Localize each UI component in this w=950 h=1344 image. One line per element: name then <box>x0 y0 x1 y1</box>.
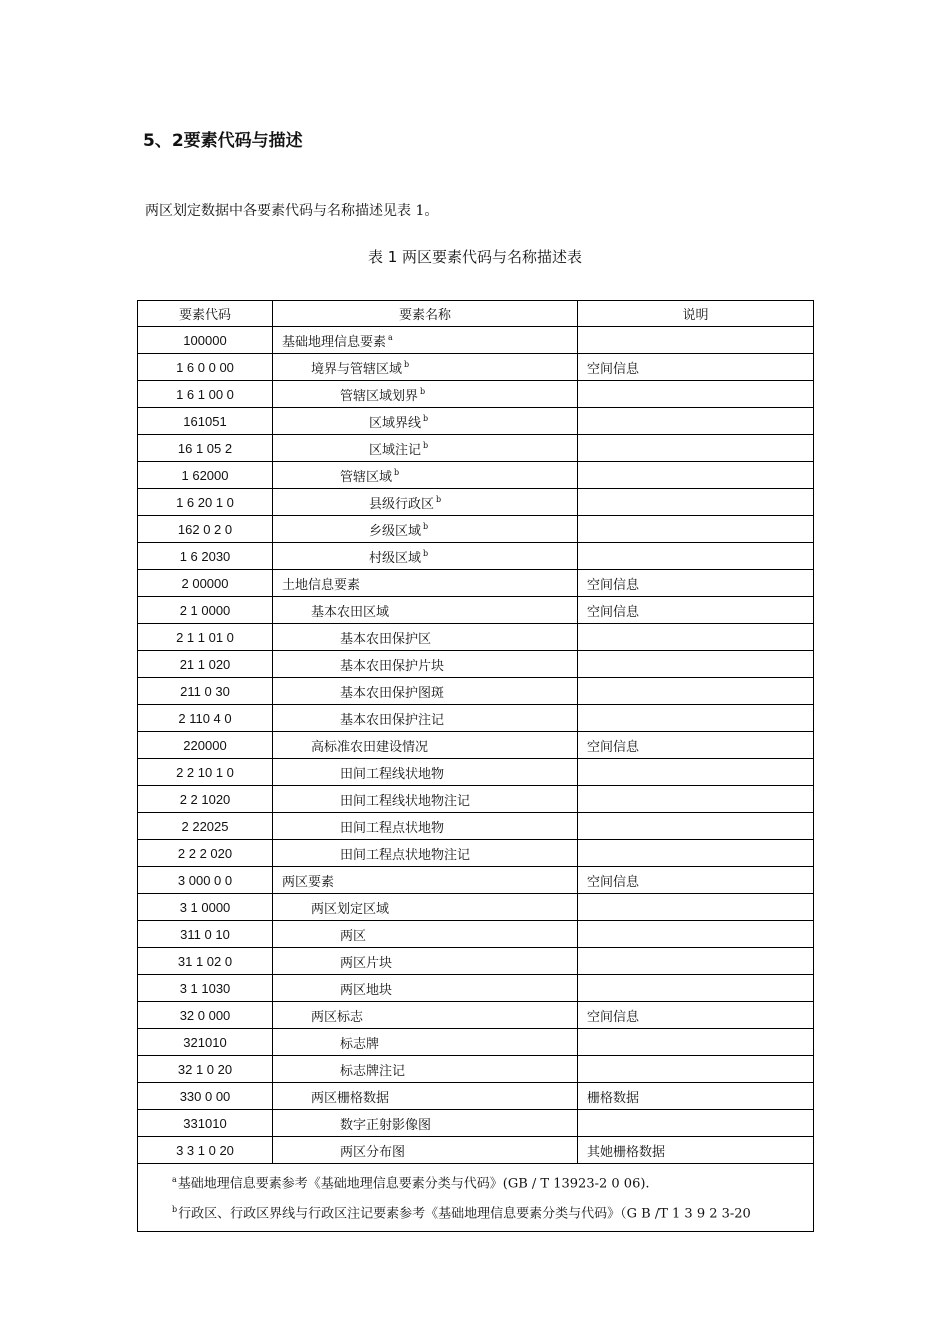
element-name-cell <box>273 1029 578 1056</box>
table-row <box>138 354 814 381</box>
description-cell: 空间信息 <box>578 867 814 894</box>
table-row <box>138 732 814 759</box>
element-name: 田间工程线状地物注记 <box>340 793 471 809</box>
element-name: 基础地理信息要素 <box>282 334 387 350</box>
element-name: 两区栅格数据 <box>311 1090 390 1106</box>
table-row <box>138 543 814 570</box>
table-row <box>138 516 814 543</box>
element-name-cell <box>273 624 578 651</box>
description-cell <box>578 678 814 705</box>
description-cell: 空间信息 <box>578 570 814 597</box>
footnote-reference: b <box>423 522 429 532</box>
description-cell <box>578 1029 814 1056</box>
element-code-cell: 1 6 1 00 0 <box>138 381 273 408</box>
element-name: 管辖区域划界 <box>340 388 419 404</box>
element-name: 两区地块 <box>340 982 393 998</box>
header-code: 要素代码 <box>138 301 273 327</box>
table-row <box>138 651 814 678</box>
element-code-cell: 311 0 10 <box>138 921 273 948</box>
description-cell <box>578 408 814 435</box>
element-name: 两区要素 <box>282 874 335 890</box>
description-cell: 空间信息 <box>578 1002 814 1029</box>
table-row <box>138 597 814 624</box>
element-name-cell <box>273 354 578 381</box>
footnote-row <box>138 1164 814 1232</box>
description-cell <box>578 786 814 813</box>
element-name-cell <box>273 1137 578 1164</box>
footnote-mark: a <box>172 1175 177 1184</box>
table-row <box>138 759 814 786</box>
element-name: 两区片块 <box>340 955 393 971</box>
table-header-row <box>138 301 814 327</box>
table-row <box>138 678 814 705</box>
table-row <box>138 975 814 1002</box>
element-name-cell <box>273 1110 578 1137</box>
description-cell <box>578 651 814 678</box>
element-name: 区域注记 <box>369 442 422 458</box>
element-name-cell <box>273 786 578 813</box>
table-caption: 表 1 两区要素代码与名称描述表 <box>367 248 583 266</box>
description-cell <box>578 1056 814 1083</box>
footnote-reference: b <box>394 468 400 478</box>
element-code-cell: 1 62000 <box>138 462 273 489</box>
footnote-text: 行政区、行政区界线与行政区注记要素参考《基础地理信息要素分类与代码》（G B /T 1 3 9 2 3-20 <box>178 1206 751 1222</box>
table-row <box>138 1002 814 1029</box>
element-code-cell: 1 6 2030 <box>138 543 273 570</box>
description-cell <box>578 516 814 543</box>
element-code-cell: 31 1 02 0 <box>138 948 273 975</box>
element-code-cell: 1 6 0 0 00 <box>138 354 273 381</box>
footnote-reference: b <box>423 549 429 559</box>
element-name-cell <box>273 678 578 705</box>
table-row <box>138 408 814 435</box>
description-cell <box>578 489 814 516</box>
element-name-cell <box>273 1083 578 1110</box>
element-code-cell: 161051 <box>138 408 273 435</box>
element-name: 标志牌注记 <box>340 1063 406 1079</box>
header-note: 说明 <box>578 301 814 327</box>
element-name-cell <box>273 516 578 543</box>
element-name-cell <box>273 435 578 462</box>
table-row <box>138 570 814 597</box>
table-row <box>138 381 814 408</box>
element-name-cell <box>273 759 578 786</box>
table-row <box>138 921 814 948</box>
description-cell <box>578 759 814 786</box>
table-row <box>138 1083 814 1110</box>
table-row <box>138 1056 814 1083</box>
element-code-cell: 2 2 1020 <box>138 786 273 813</box>
footnote-reference: b <box>423 414 429 424</box>
element-name-cell <box>273 732 578 759</box>
description-cell <box>578 894 814 921</box>
element-name-cell <box>273 1056 578 1083</box>
element-name-cell <box>273 894 578 921</box>
footnote-a <box>172 1167 813 1197</box>
footnote-text: 基础地理信息要素参考《基础地理信息要素分类与代码》(GB / T 13923-2 0 06). <box>177 1176 650 1192</box>
table-row <box>138 705 814 732</box>
element-name-cell <box>273 840 578 867</box>
element-code-cell: 21 1 020 <box>138 651 273 678</box>
header-name: 要素名称 <box>273 301 578 327</box>
element-code-cell: 331010 <box>138 1110 273 1137</box>
element-code-cell: 32 0 000 <box>138 1002 273 1029</box>
element-name-cell <box>273 597 578 624</box>
description-cell <box>578 462 814 489</box>
element-name-cell <box>273 327 578 354</box>
element-name: 田间工程线状地物 <box>340 766 445 782</box>
element-name-cell <box>273 489 578 516</box>
description-cell <box>578 840 814 867</box>
element-name: 两区分布图 <box>340 1144 406 1160</box>
element-code-cell: 2 110 4 0 <box>138 705 273 732</box>
element-code-cell: 2 2 10 1 0 <box>138 759 273 786</box>
element-code-cell: 321010 <box>138 1029 273 1056</box>
element-name: 管辖区域 <box>340 469 393 485</box>
element-name-cell <box>273 975 578 1002</box>
element-code-cell: 16 1 05 2 <box>138 435 273 462</box>
description-cell <box>578 435 814 462</box>
element-name-cell <box>273 1002 578 1029</box>
description-cell <box>578 948 814 975</box>
element-name: 田间工程点状地物 <box>340 820 445 836</box>
element-name: 乡级区域 <box>369 523 422 539</box>
element-name: 基本农田保护区 <box>340 631 432 647</box>
element-name: 基本农田保护图斑 <box>340 685 445 701</box>
element-code-cell: 211 0 30 <box>138 678 273 705</box>
footnotes-cell <box>138 1164 814 1232</box>
footnote-reference: b <box>420 387 426 397</box>
element-code-cell: 330 0 00 <box>138 1083 273 1110</box>
element-name-cell <box>273 921 578 948</box>
element-name: 两区 <box>340 928 367 944</box>
table-row <box>138 462 814 489</box>
element-name: 境界与管辖区域 <box>311 361 403 377</box>
footnote-reference: b <box>436 495 442 505</box>
element-code-cell: 3 1 1030 <box>138 975 273 1002</box>
description-cell: 空间信息 <box>578 354 814 381</box>
description-cell <box>578 381 814 408</box>
table-row <box>138 786 814 813</box>
element-code-cell: 2 1 1 01 0 <box>138 624 273 651</box>
element-name-cell <box>273 570 578 597</box>
element-code-cell: 100000 <box>138 327 273 354</box>
footnote-b <box>172 1197 813 1227</box>
description-cell: 空间信息 <box>578 732 814 759</box>
element-name-cell <box>273 462 578 489</box>
intro-paragraph: 两区划定数据中各要素代码与名称描述见表 1。 <box>145 203 439 219</box>
description-cell <box>578 1110 814 1137</box>
footnote-reference: b <box>404 360 410 370</box>
element-name: 基本农田保护注记 <box>340 712 445 728</box>
element-name: 两区划定区域 <box>311 901 390 917</box>
description-cell: 其她栅格数据 <box>578 1137 814 1164</box>
table-row <box>138 1029 814 1056</box>
element-name-cell <box>273 705 578 732</box>
element-name: 数字正射影像图 <box>340 1117 432 1133</box>
element-code-cell: 2 00000 <box>138 570 273 597</box>
table-row <box>138 840 814 867</box>
table-row <box>138 489 814 516</box>
element-name: 土地信息要素 <box>282 577 361 593</box>
table-row <box>138 327 814 354</box>
element-name: 基本农田区域 <box>311 604 390 620</box>
description-cell <box>578 921 814 948</box>
section-heading: 5、2要素代码与描述 <box>143 131 303 151</box>
table-row <box>138 948 814 975</box>
element-name: 高标准农田建设情况 <box>311 739 429 755</box>
table-row <box>138 894 814 921</box>
table-row <box>138 1110 814 1137</box>
element-code-cell: 2 22025 <box>138 813 273 840</box>
element-code-cell: 32 1 0 20 <box>138 1056 273 1083</box>
element-name-cell <box>273 867 578 894</box>
footnote-mark: b <box>172 1205 178 1215</box>
description-cell <box>578 327 814 354</box>
element-code-cell: 2 1 0000 <box>138 597 273 624</box>
description-cell: 栅格数据 <box>578 1083 814 1110</box>
table-row <box>138 813 814 840</box>
table-row <box>138 435 814 462</box>
element-name: 区域界线 <box>369 415 422 431</box>
element-code-cell: 220000 <box>138 732 273 759</box>
element-name-cell <box>273 813 578 840</box>
element-code-cell: 3 3 1 0 20 <box>138 1137 273 1164</box>
description-cell <box>578 705 814 732</box>
element-name: 基本农田保护片块 <box>340 658 445 674</box>
table-row <box>138 624 814 651</box>
element-name: 标志牌 <box>340 1036 380 1052</box>
element-name: 田间工程点状地物注记 <box>340 847 471 863</box>
element-name-cell <box>273 408 578 435</box>
description-cell <box>578 975 814 1002</box>
element-code-table <box>137 300 814 1232</box>
element-name-cell <box>273 543 578 570</box>
description-cell <box>578 624 814 651</box>
element-code-cell: 3 000 0 0 <box>138 867 273 894</box>
table-row <box>138 1137 814 1164</box>
element-code-cell: 162 0 2 0 <box>138 516 273 543</box>
element-name-cell <box>273 381 578 408</box>
description-cell: 空间信息 <box>578 597 814 624</box>
element-name-cell <box>273 651 578 678</box>
element-name: 两区标志 <box>311 1009 364 1025</box>
element-code-cell: 3 1 0000 <box>138 894 273 921</box>
element-name: 村级区域 <box>369 550 422 566</box>
footnote-reference: b <box>423 441 429 451</box>
element-code-cell: 1 6 20 1 0 <box>138 489 273 516</box>
element-name: 县级行政区 <box>369 496 435 512</box>
element-code-cell: 2 2 2 020 <box>138 840 273 867</box>
description-cell <box>578 543 814 570</box>
description-cell <box>578 813 814 840</box>
element-name-cell <box>273 948 578 975</box>
table-row <box>138 867 814 894</box>
footnote-reference: a <box>388 333 393 343</box>
